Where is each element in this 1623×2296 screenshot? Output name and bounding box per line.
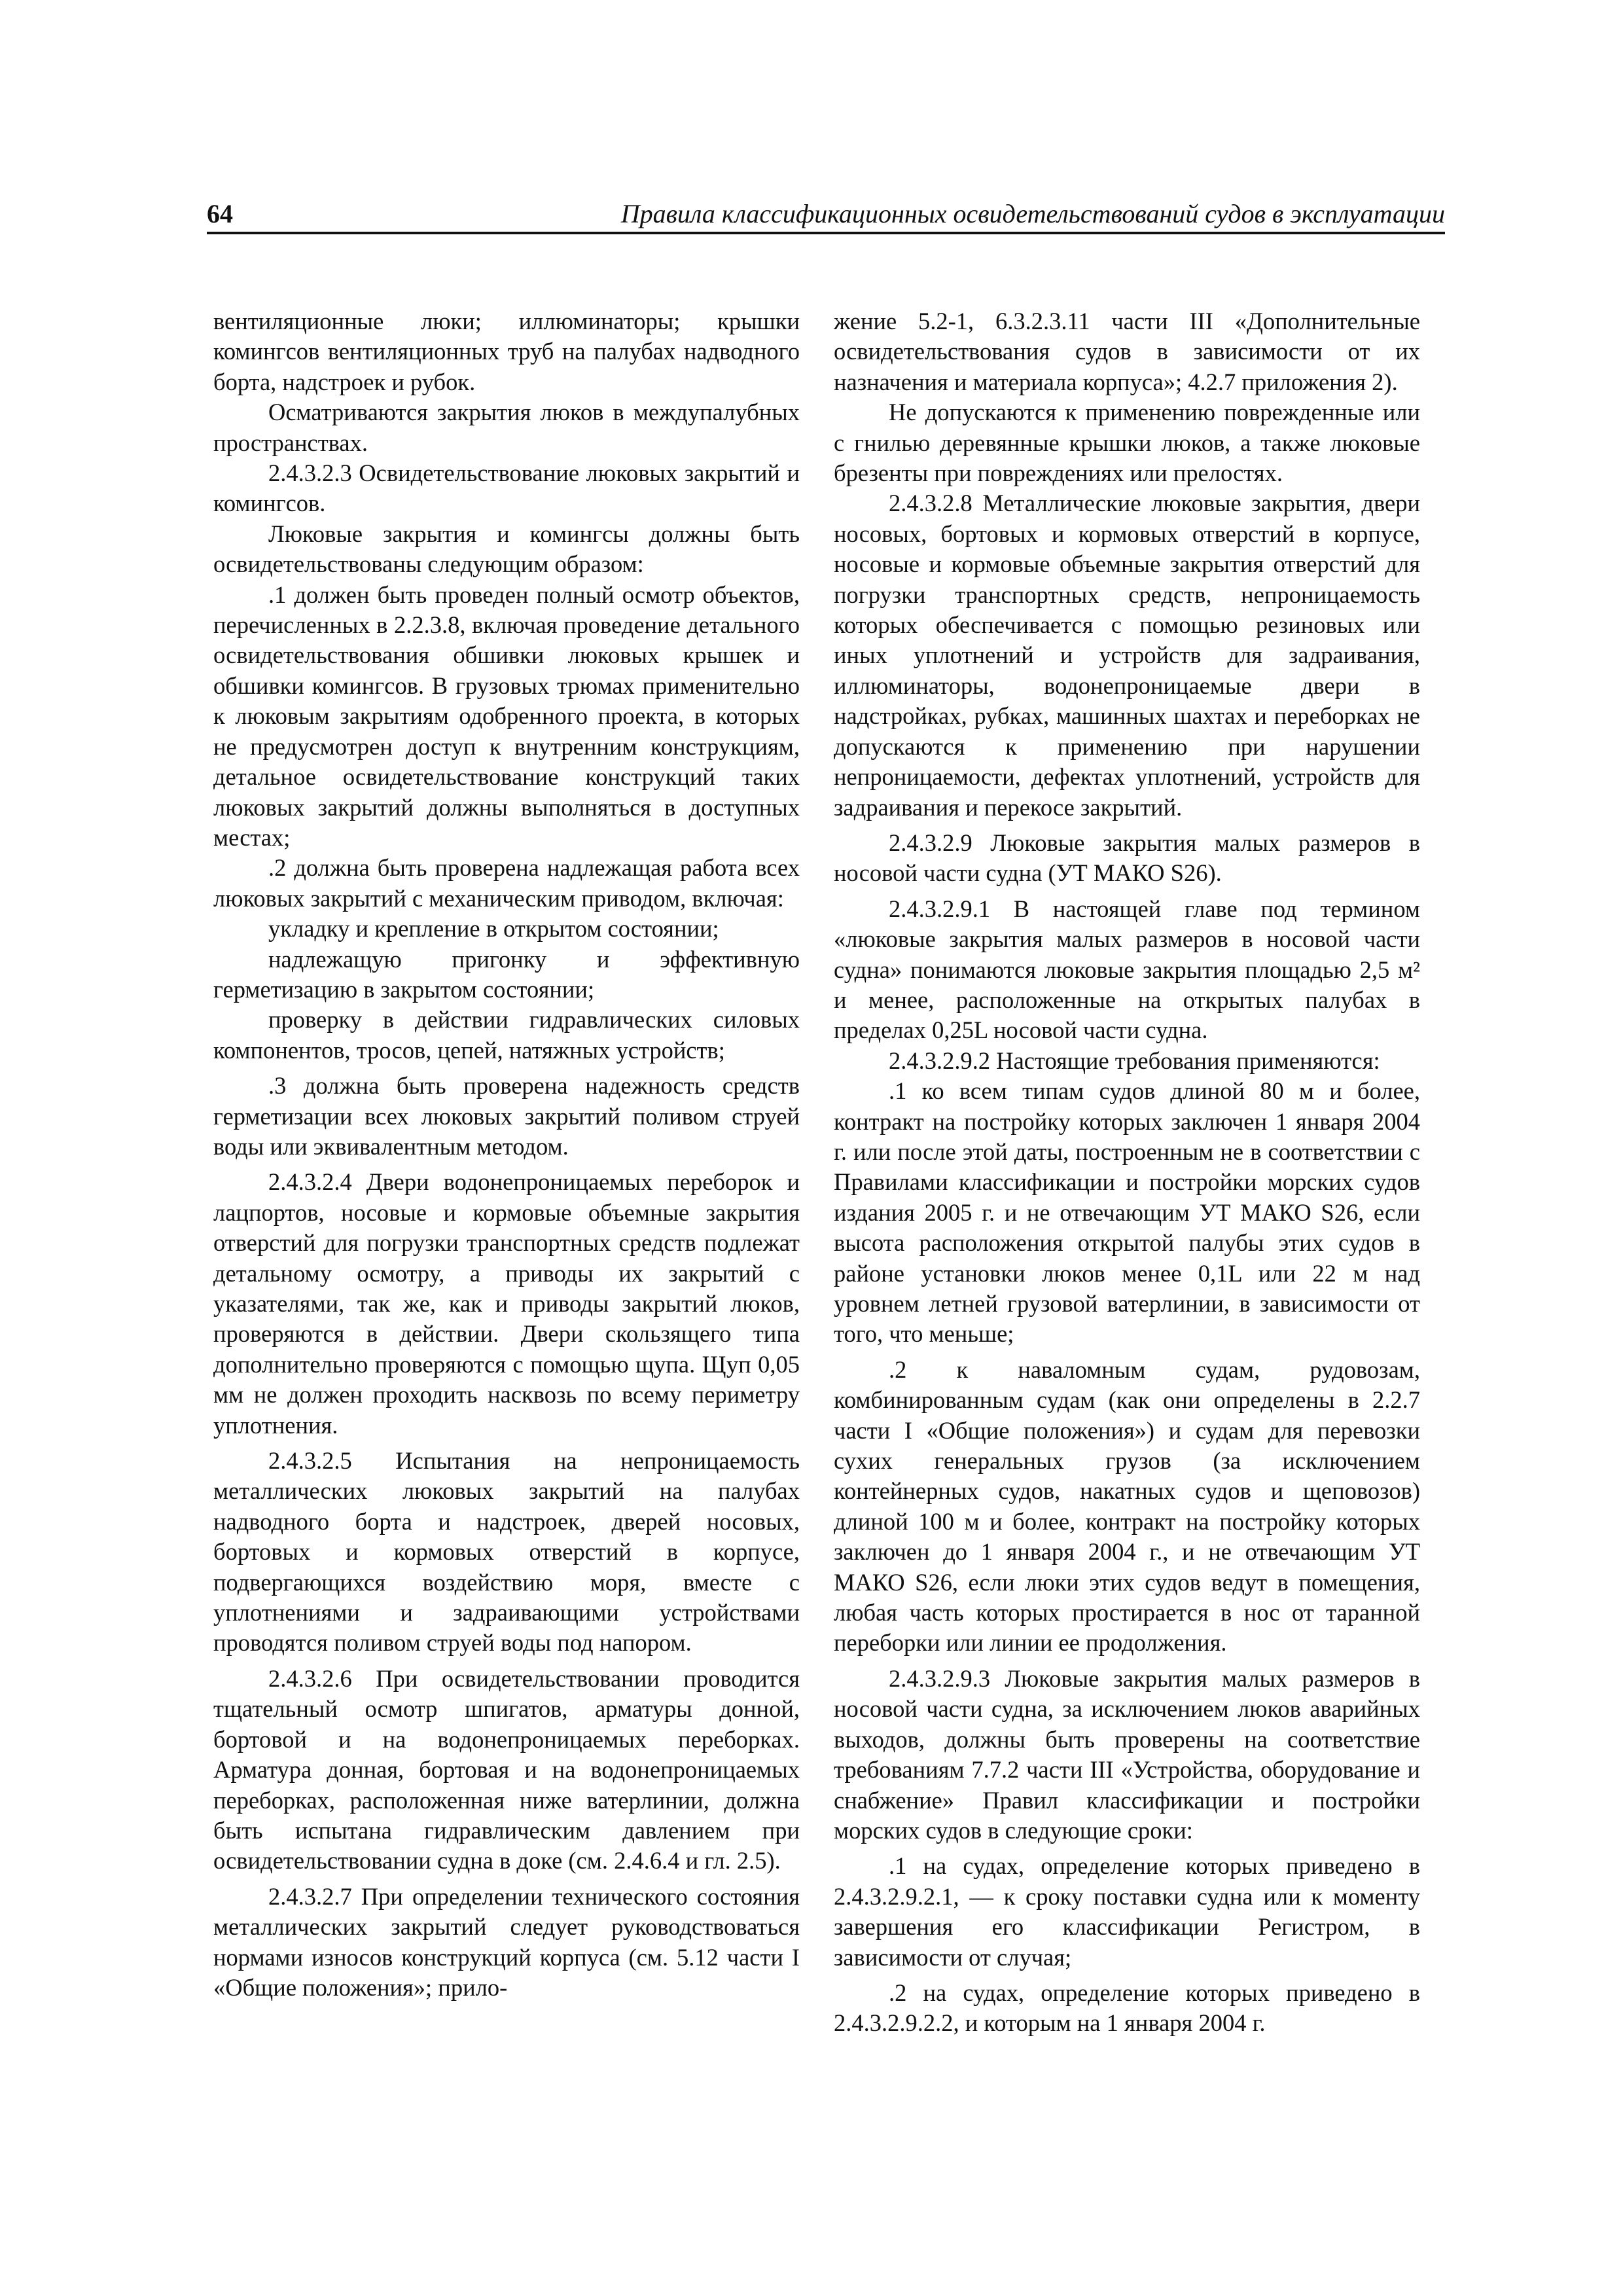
paragraph: .1 ко всем типам судов длиной 80 м и более, контракт на постройку которых заключен 1 января 2004 г. или после этой даты, построенным не в соответствии с Правилами классификации и постройки морских судов издания 2005 г. и не отвечающим УТ МАКО S26, если высота расположения открытой палубы этих судов в районе установки люков менее 0,1L или 22 м над уровнем летней грузовой ватерлинии, в зависимости от того, что меньше; [834,1077,1420,1348]
paragraph: жение 5.2-1, 6.3.2.3.11 части III «Дополнительные освидетельствования судов в зависимости от их назначения и материала корпуса»; 4.2.7 приложения 2). [834,308,1420,395]
paragraph: .1 на судах, определение которых приведено в 2.4.3.2.9.2.1, — к сроку поставки судна или к моменту завершения его классификации Регистром, в зависимости от случая; [834,1852,1420,1971]
paragraph: 2.4.3.2.9.3 Люковые закрытия малых размеров в носовой части судна, за исключением люков аварийных выходов, должны быть проверены на соответствие требованиям 7.7.2 части III «Устройства, оборудование и снабжение» Правил классификации и постройки морских судов в следующие сроки: [834,1664,1420,1844]
paragraph: 2.4.3.2.7 При определении технического состояния металлических закрытий следует руководствоваться нормами износов конструкций корпуса (см. 5.12 части I «Общие положения»; прило- [213,1882,800,2001]
paragraph: .2 к наваломным судам, рудовозам, комбинированным судам (как они определены в 2.2.7 части I «Общие положения») и судам для перевозки сухих генеральных грузов (за исключением контейнерных судов, накатных судов и щеповозов) длиной 100 м и более, контракт на постройку которых заключен до 1 января 2004 г., и не отвечающим УТ МАКО S26, если люки этих судов ведут в помещения, любая часть которых простирается в нос от таранной переборки или линии ее продолжения. [834,1355,1420,1657]
paragraph: .2 должна быть проверена надлежащая работа всех люковых закрытий с механическим приводом, включая: [213,854,800,912]
paragraph: 2.4.3.2.6 При освидетельствовании проводится тщательный осмотр шпигатов, арматуры донной, бортовой и на водонепроницаемых переборках. Арматура донная, бортовая и на водонепроницаемых переборках, расположенная ниже ватерлинии, должна быть испытана гидравлическим давлением при освидетельствовании судна в доке (см. 2.4.6.4 и гл. 2.5). [213,1664,800,1874]
paragraph: .2 на судах, определение которых приведено в 2.4.3.2.9.2.2, и которым на 1 января 2004 г. [834,1979,1420,2037]
paragraph: Не допускаются к применению поврежденные или с гнилью деревянные крышки люков, а также люковые брезенты при повреждениях или прелостях. [834,399,1420,487]
paragraph: 2.4.3.2.9 Люковые закрытия малых размеров в носовой части судна (УТ МАКО S26). [834,829,1420,887]
paragraph: 2.4.3.2.5 Испытания на непроницаемость металлических люковых закрытий на палубах надводного борта и надстроек, дверей носовых, бортовых и кормовых отверстий в корпусе, подвергающихся воздействию моря, вместе с уплотнениями и задраивающими устройствами проводятся поливом струей воды под напором. [213,1447,800,1657]
paragraph: Осматриваются закрытия люков в междупалубных пространствах. [213,399,800,456]
paragraph: 2.4.3.2.3 Освидетельствование люковых закрытий и комингсов. [213,459,800,517]
paragraph: 2.4.3.2.8 Металлические люковые закрытия, двери носовых, бортовых и кормовых отверстий в корпусе, носовые и кормовые объемные закрытия отверстий для погрузки транспортных средств, непроницаемость которых обеспечивается с помощью резиновых или иных уплотнений и устройств для задраивания, иллюминаторы, водонепроницаемые двери в надстройках, рубках, машинных шахтах и переборках не допускаются к применению при нарушении непроницаемости, дефектах уплотнений, устройств для задраивания и перекосе закрытий. [834,490,1420,821]
paragraph: надлежащую пригонку и эффективную герметизацию в закрытом состоянии; [213,945,800,1003]
paragraph: укладку и крепление в открытом состоянии; [268,915,719,942]
paragraph: 2.4.3.2.9.2 Настоящие требования применяются: [889,1047,1380,1074]
paragraph: .3 должна быть проверена надежность средств герметизации всех люковых закрытий поливом струей воды или эквивалентным методом. [213,1072,800,1160]
paragraph: Люковые закрытия и комингсы должны быть освидетельствованы следующим образом: [213,520,800,578]
paragraph: 2.4.3.2.4 Двери водонепроницаемых переборок и лацпортов, носовые и кормовые объемные закрытия отверстий для погрузки транспортных средств подлежат детальному осмотру, а приводы их закрытий с указателями, так же, как и приводы закрытий люков, проверяются в действии. Двери скользящего типа дополнительно проверяются с помощью щупа. Щуп 0,05 мм не должен проходить насквозь по всему периметру уплотнения. [213,1168,800,1439]
paragraph: 2.4.3.2.9.1 В настоящей главе под термином «люковые закрытия малых размеров в носовой части судна» понимаются люковые закрытия площадью 2,5 м² и менее, расположенные на открытых палубах в пределах 0,25L носовой части судна. [834,895,1420,1044]
paragraph: проверку в действии гидравлических силовых компонентов, тросов, цепей, натяжных устройств; [213,1006,800,1064]
page-number: 64 [207,199,233,228]
paragraph: .1 должен быть проведен полный осмотр объектов, перечисленных в 2.2.3.8, включая проведение детального освидетельствования обшивки люковых крышек и обшивки комингсов. В грузовых трюмах применительно к люковым закрытиям одобренного проекта, в которых не предусмотрен доступ к внутренним конструкциям, детальное освидетельствование конструкций таких люковых закрытий должны выполняться в доступных местах; [213,581,800,851]
header-rule [207,232,1445,234]
paragraph: вентиляционные люки; иллюминаторы; крышки комингсов вентиляционных труб на палубах надводного борта, надстроек и рубок. [213,308,800,395]
text-column-left [213,306,800,2003]
page-header [207,196,1445,232]
running-title: Правила классификационных освидетельствований судов в эксплуатации [620,199,1445,228]
text-column-right [834,306,1420,2039]
